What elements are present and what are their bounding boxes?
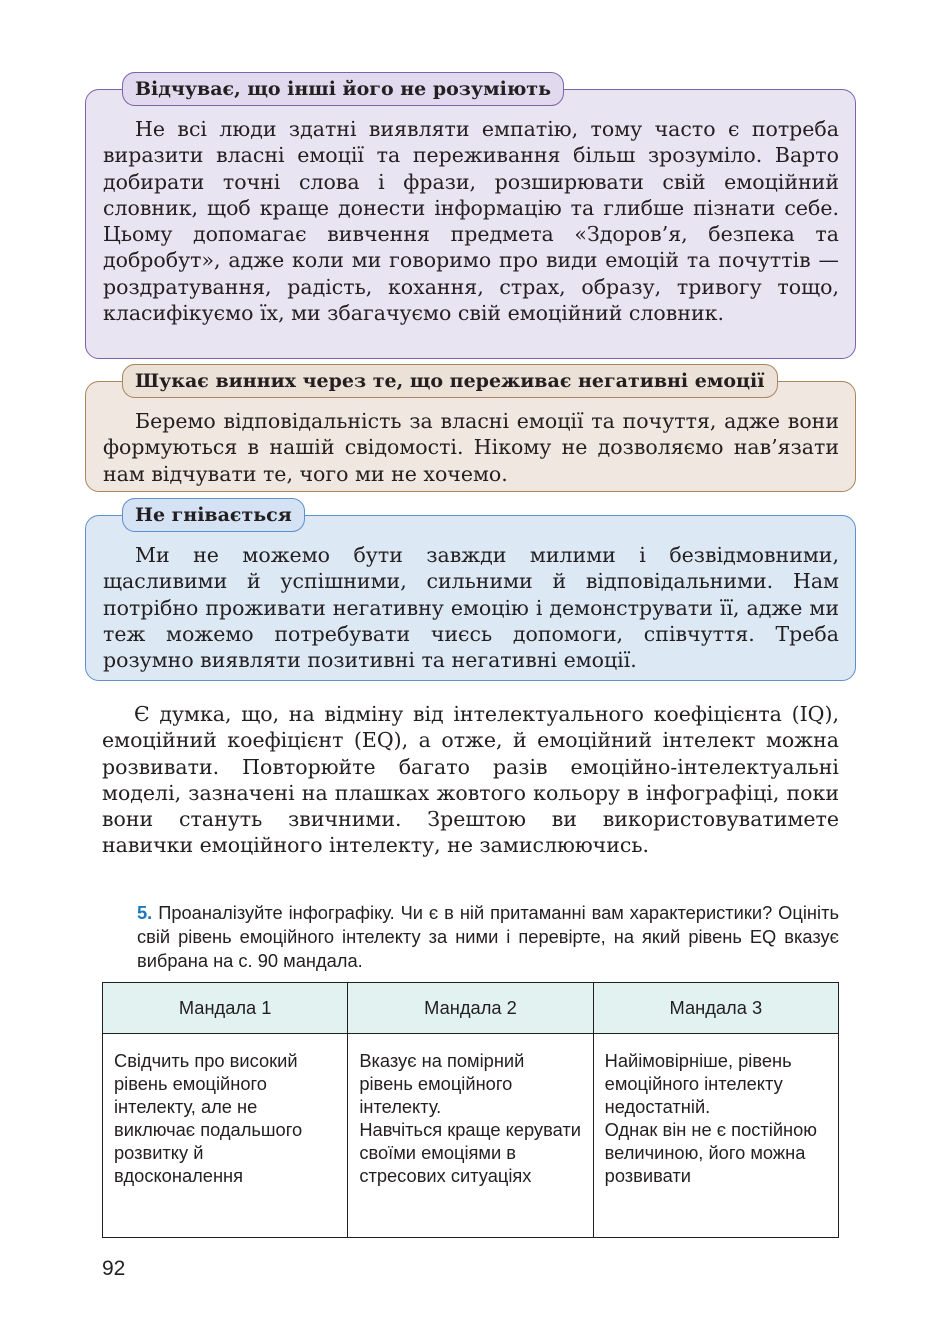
main-paragraph: Є думка, що, на відміну від інтелектуального коефіцієнта (IQ), емоційний коефіцієнт (EQ), а отже, й емоційний інтелект можна розвивати. Повторюйте багато разів емоційно-інтелектуальні моделі, зазначені на плашках жовтого кольору в інфографіці, поки вони стануть звичними. Зрештою ви використовуватимете навички емоційного інтелекту, не замислюючись. <box>102 702 839 858</box>
table-header-row <box>103 983 839 1034</box>
table-header-cell: Мандала 1 <box>103 983 348 1034</box>
table-cell <box>103 1034 348 1238</box>
mandala-table <box>102 982 839 1238</box>
info-box-blames-others <box>85 370 856 492</box>
info-box-not-angry <box>85 504 856 681</box>
cell-text: Вказує на помірний рівень емоційного інтелекту. Навчіться краще керувати своїми емоціями в стресових ситуаціях <box>359 1050 581 1186</box>
info-box-title: Шукає винних через те, що переживає негативні емоції <box>122 364 778 398</box>
table-row <box>103 1034 839 1238</box>
info-box-misunderstood <box>85 78 856 359</box>
table-cell <box>593 1034 838 1238</box>
task-5 <box>137 901 839 973</box>
info-box-text: Беремо відповідальність за власні емоції та почуття, адже вони формуються в нашій свідомості. Нікому не дозволяємо нав’язати нам відчувати те, чого ми не хочемо. <box>103 409 839 486</box>
cell-text: Свідчить про високий рівень емоційного інтелекту, але не виключає подальшого розвитку й вдосконалення <box>114 1050 303 1186</box>
info-box-title: Відчуває, що інші його не розуміють <box>122 72 564 106</box>
table-cell <box>348 1034 593 1238</box>
table-header-cell: Мандала 3 <box>593 983 838 1034</box>
task-number: 5. <box>137 902 153 923</box>
task-text: Проаналізуйте інфографіку. Чи є в ній притаманні вам характеристики? Оцініть свій рівень емоційного інтелекту за ними і перевірте, на який рівень EQ вказує вибрана на с. 90 мандала. <box>137 902 839 971</box>
info-box-text: Не всі люди здатні виявляти емпатію, тому часто є потреба виразити власні емоції та переживання більш зрозуміло. Варто добирати точні слова і фрази, розширювати свій емоційний словник, щоб краще донести інформацію та глибше пізнати себе. Цьому допомагає вивчення предмета «Здоров’я, безпека та добробут», адже коли ми говоримо про види емоцій та почуттів — роздратування, радість, кохання, страх, образу, тривогу тощо, класифікуємо їх, ми збагачуємо свій емоційний словник. <box>103 117 839 326</box>
table-header-cell: Мандала 2 <box>348 983 593 1034</box>
info-box-text: Ми не можемо бути завжди милими і безвідмовними, щасливими й успішними, сильними й відповідальними. Нам потрібно проживати негативну емоцію і демонструвати її, адже ми теж можемо потребувати чиєсь допомоги, співчуття. Треба розумно виявляти позитивні та негативні емоції. <box>103 543 839 673</box>
page-number: 92 <box>102 1257 126 1280</box>
info-box-title: Не гнівається <box>122 498 305 532</box>
cell-text: Найімовірніше, рівень емоційного інтелекту недостатній. Однак він не є постійною величиною, його можна розвивати <box>604 1050 818 1186</box>
